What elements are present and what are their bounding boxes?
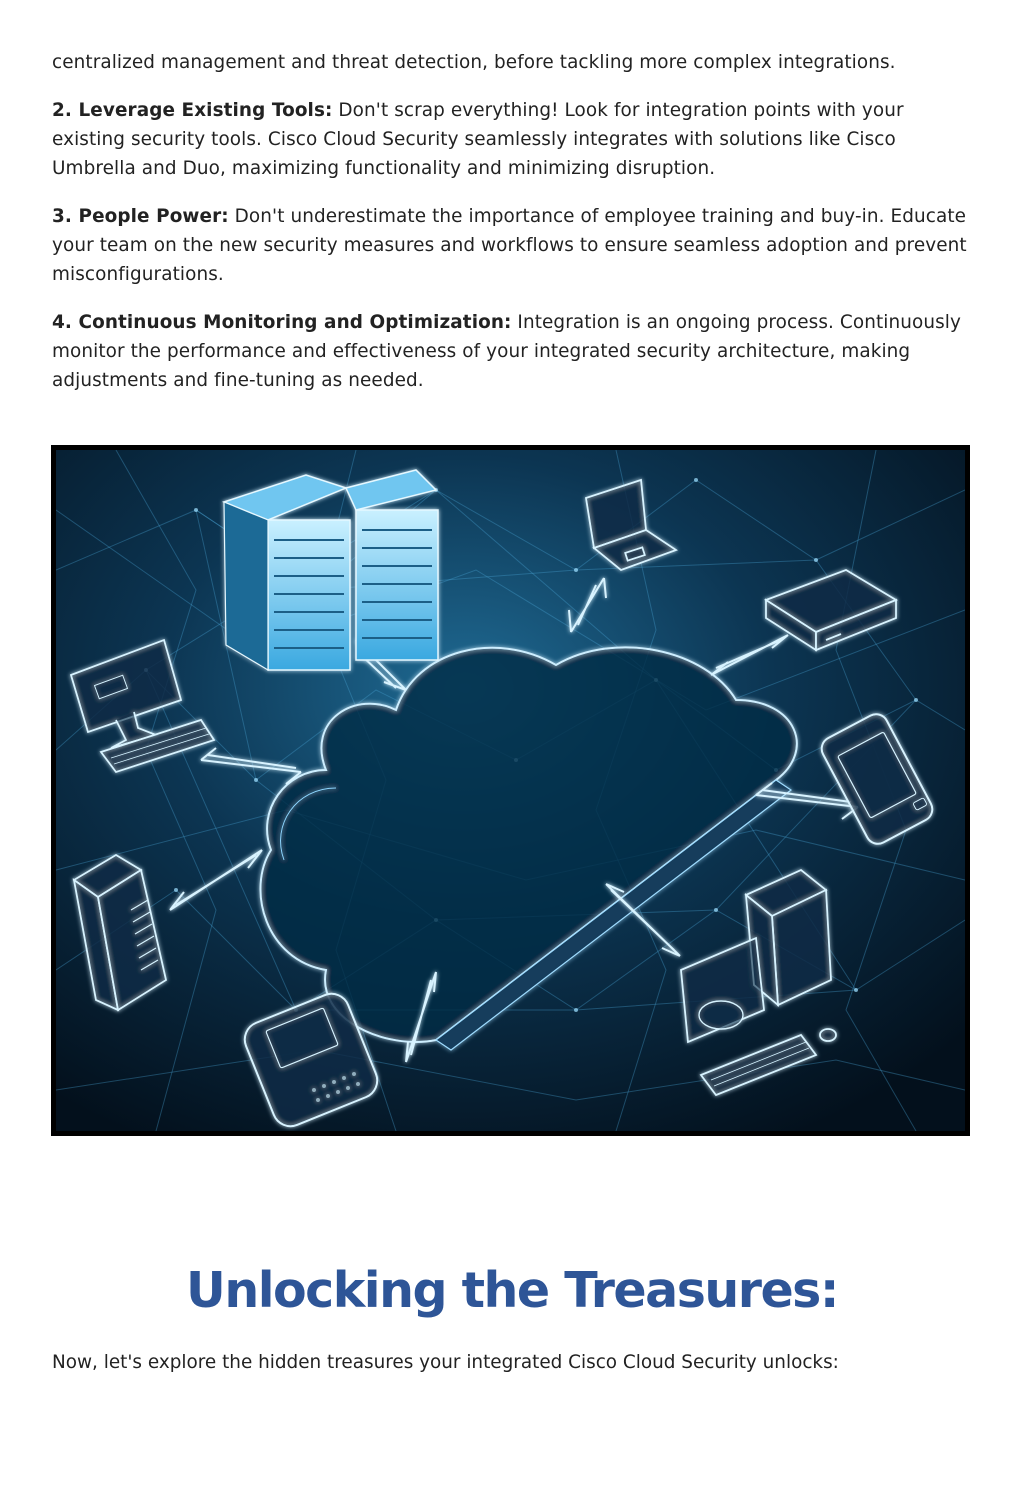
paragraph-continuous-monitoring xyxy=(52,308,970,395)
section-heading: Unlocking the Treasures: xyxy=(186,1262,838,1319)
cloud-network-illustration xyxy=(51,445,970,1136)
paragraph-leverage-existing-tools xyxy=(52,96,970,183)
paragraph-intro-continuation: centralized management and threat detection, before tackling more complex integrations. xyxy=(52,52,896,73)
paragraph-title: 4. Continuous Monitoring and Optimization: xyxy=(52,312,512,333)
paragraph-people-power xyxy=(52,202,970,289)
paragraph-body: Don't scrap everything! Look for integration points with your existing security tools. Cisco Cloud Security seamlessly integrates with solutions like Cisco Umbrella and Duo, maximizing functionality and minimizing disruption. xyxy=(52,100,904,179)
paragraph-body: Don't underestimate the importance of employee training and buy-in. Educate your team on the new security measures and workflows to ensure seamless adoption and prevent misconfigurations. xyxy=(52,206,967,285)
paragraph-body: Integration is an ongoing process. Continuously monitor the performance and effectiveness of your integrated security architecture, making adjustments and fine-tuning as needed. xyxy=(52,312,961,391)
body-text xyxy=(52,48,970,414)
paragraph-title: 2. Leverage Existing Tools: xyxy=(52,100,333,121)
section-intro: Now, let's explore the hidden treasures your integrated Cisco Cloud Security unlocks: xyxy=(52,1352,839,1373)
paragraph-title: 3. People Power: xyxy=(52,206,229,227)
cloud-network-svg xyxy=(56,450,965,1131)
